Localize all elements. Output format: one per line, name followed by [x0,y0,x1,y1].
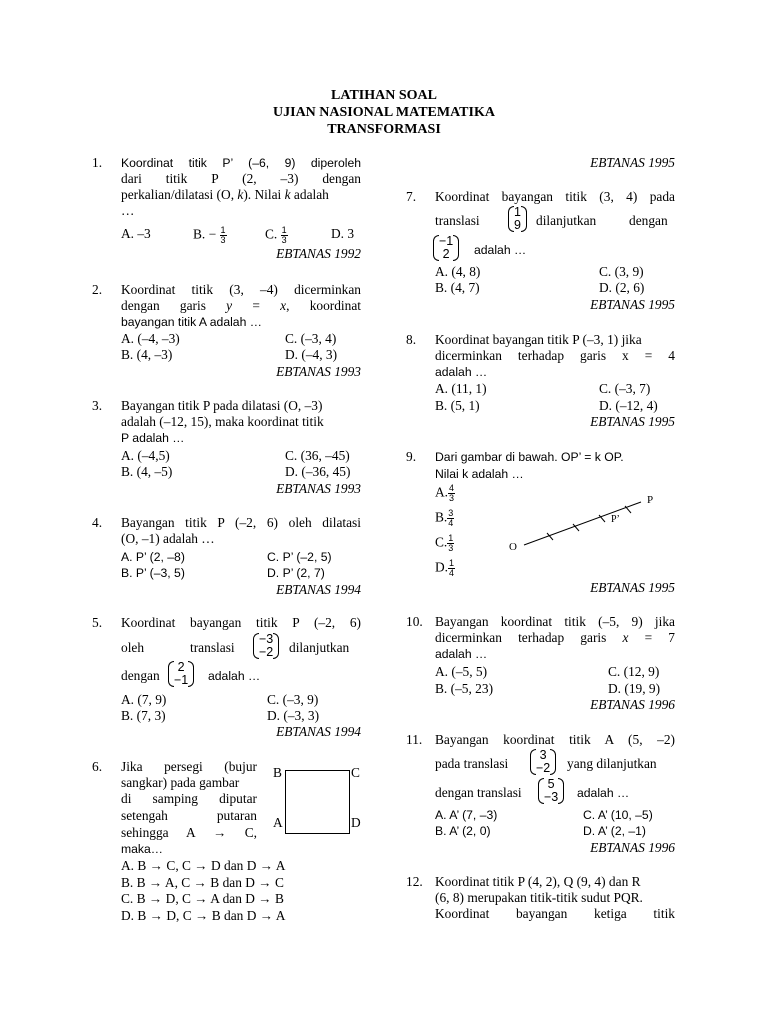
question-text: Bayangan koordinat titik A (5, –2) [435,732,675,747]
option-a: A. B → C, C → D dan D → A [121,858,286,873]
option-c: C. A’ (10, –5) [583,808,653,822]
source-label: EBTANAS 1995 [590,580,675,595]
option-b: B. (–5, 23) [435,681,494,696]
option-c: C. $\frac{1}{3}$ [265,225,287,245]
question-text: Nilai k adalah … [435,467,524,481]
source-label: EBTANAS 1994 [276,582,361,597]
option-a: A. (7, 9) [121,692,167,707]
question-text: adalah … [435,365,488,379]
option-d: D. $\frac{1}{4}$ [435,558,455,578]
question-number: 3. [92,398,103,413]
option-a: A. $\frac{4}{3}$ [435,483,455,503]
option-d: D. (–36, 45) [285,464,351,479]
option-c: C. P’ (–2, 5) [267,550,332,564]
point-label-p-prime: P’ [611,514,620,525]
question-text: setengah putaran [121,808,257,823]
question-number: 9. [406,449,417,464]
point-label-o: O [509,541,517,553]
option-b: B. A’ (2, 0) [435,824,491,838]
question-text: di samping diputar [121,791,257,806]
translation-vector: −3 −2 [253,633,279,659]
option-d: D. A’ (2, –1) [583,824,646,838]
line-segment-diagram [500,490,660,560]
question-number: 8. [406,332,417,347]
question-text: dari titik P (2, –3) dengan [121,171,361,186]
header-topic: TRANSFORMASI [327,122,441,137]
option-c: C. (36, –45) [285,448,350,463]
option-a: A. (4, 8) [435,264,481,279]
question-text: (O, –1) adalah … [121,531,215,546]
question-text: … [121,203,135,218]
source-label: EBTANAS 1996 [590,697,675,712]
option-b: B. $\frac{3}{4}$ [435,508,454,528]
source-label: EBTANAS 1993 [276,364,361,379]
source-label: EBTANAS 1992 [276,246,361,261]
question-number: 1. [92,155,103,170]
question-text: Koordinat bayangan titik P (–3, 1) jika [435,332,642,347]
translation-vector: 1 9 [508,206,527,232]
option-c: C. $\frac{1}{3}$ [435,533,454,553]
option-c: C. (–3, 9) [267,692,319,707]
question-text: dengan [121,668,160,683]
option-a: A. (11, 1) [435,381,487,396]
option-d: D. (2, 6) [599,280,645,295]
option-b: B. (4, 7) [435,280,480,295]
question-text: sangkar) pada gambar [121,775,240,790]
question-text: oleh [121,640,145,655]
vertex-label-c: C [351,765,360,780]
question-text: dengan translasi [435,785,522,800]
translation-vector: 5 −3 [538,778,564,804]
option-a: A. (–5, 5) [435,664,488,679]
question-text: Bayangan koordinat titik (–5, 9) jika [435,614,675,629]
question-number: 5. [92,615,103,630]
question-text: pada translasi [435,756,509,771]
question-text: dicerminkan terhadap garis x = 4 [435,348,675,363]
option-c: C. (3, 9) [599,264,644,279]
question-text: adalah … [208,669,261,683]
translation-vector: 3 −2 [530,749,556,775]
question-text: adalah … [577,786,630,800]
vertex-label-a: A [273,815,283,830]
option-b: B. B → A, C → B dan D → C [121,875,284,890]
question-text: bayangan titik A adalah … [121,315,262,329]
option-d: D. B → D, C → B dan D → A [121,908,286,923]
question-text: Dari gambar di bawah. OP’ = k OP. [435,450,624,464]
option-b: B. (7, 3) [121,708,166,723]
option-c: C. (–3, 4) [285,331,337,346]
source-label: EBTANAS 1995 [590,297,675,312]
question-text: Koordinat titik (3, –4) dicerminkan [121,282,361,297]
question-text: adalah … [435,647,488,661]
question-number: 12. [406,874,423,889]
question-text: dilanjutkan [536,213,597,228]
question-number: 11. [406,732,423,747]
point-label-p: P [647,494,654,506]
question-text: translasi [190,640,235,655]
option-d: D. (–4, 3) [285,347,338,362]
option-c: C. B → D, C → A dan D → B [121,891,284,906]
question-text: Koordinat titik P (4, 2), Q (9, 4) dan R [435,874,641,889]
option-d: D. (19, 9) [608,681,661,696]
question-text: Koordinat bayangan titik (3, 4) pada [435,189,675,204]
question-text: Koordinat bayangan ketiga titik [435,906,675,921]
translation-vector: −1 2 [433,235,459,261]
question-text: translasi [435,213,480,228]
vertex-label-b: B [273,765,282,780]
translation-vector: 2 −1 [168,661,194,687]
question-text: Koordinat bayangan titik P (–2, 6) [121,615,361,630]
header-subtitle: UJIAN NASIONAL MATEMATIKA [273,105,495,120]
source-label: EBTANAS 1995 [590,155,675,170]
option-d: D. 3 [331,226,355,241]
header-title: LATIHAN SOAL [331,88,437,103]
question-number: 2. [92,282,103,297]
question-text: adalah (–12, 15), maka koordinat titik [121,414,324,429]
option-a: A. –3 [121,226,151,241]
option-b: B. (4, –3) [121,347,173,362]
vertex-label-d: D [351,815,361,830]
question-number: 4. [92,515,103,530]
question-number: 7. [406,189,417,204]
question-text: maka… [121,842,163,856]
question-text: dilanjutkan [289,640,350,655]
question-text: yang dilanjutkan [567,756,657,771]
option-c: C. (12, 9) [608,664,660,679]
question-text: sehingga A → C, [121,825,257,840]
question-text: dicerminkan terhadap garis x = 7 [435,630,675,645]
option-d: D. (–3, 3) [267,708,320,723]
option-b: B. (5, 1) [435,398,480,413]
option-b: B. − $\frac{1}{3}$ [193,225,226,245]
question-text: Bayangan titik P (–2, 6) oleh dilatasi [121,515,361,530]
source-label: EBTANAS 1996 [590,840,675,855]
question-text: dengan garis y = x, koordinat [121,298,362,313]
source-label: EBTANAS 1993 [276,481,361,496]
question-number: 10. [406,614,423,629]
option-a: A. (–4,5) [121,448,170,463]
option-a: A. (–4, –3) [121,331,180,346]
option-d: D. P’ (2, 7) [267,566,325,580]
question-text: Jika persegi (bujur [121,759,257,774]
option-b: B. (4, –5) [121,464,173,479]
question-text: Bayangan titik P pada dilatasi (O, –3) [121,398,323,413]
question-text: dengan [629,213,668,228]
question-text: P adalah … [121,431,185,445]
source-label: EBTANAS 1995 [590,414,675,429]
option-a: A. A’ (7, –3) [435,808,498,822]
option-c: C. (–3, 7) [599,381,651,396]
question-text: adalah … [474,243,527,257]
question-number: 6. [92,759,103,774]
option-d: D. (–12, 4) [599,398,658,413]
question-text: perkalian/dilatasi (O, k). Nilai k adalah [121,187,329,202]
square-shape [285,770,350,834]
source-label: EBTANAS 1994 [276,724,361,739]
option-b: B. P’ (–3, 5) [121,566,185,580]
option-a: A. P’ (2, –8) [121,550,185,564]
question-text: (6, 8) merupakan titik-titik sudut PQR. [435,890,643,905]
question-text: Koordinat titik P’ (–6, 9) diperoleh [121,156,361,170]
